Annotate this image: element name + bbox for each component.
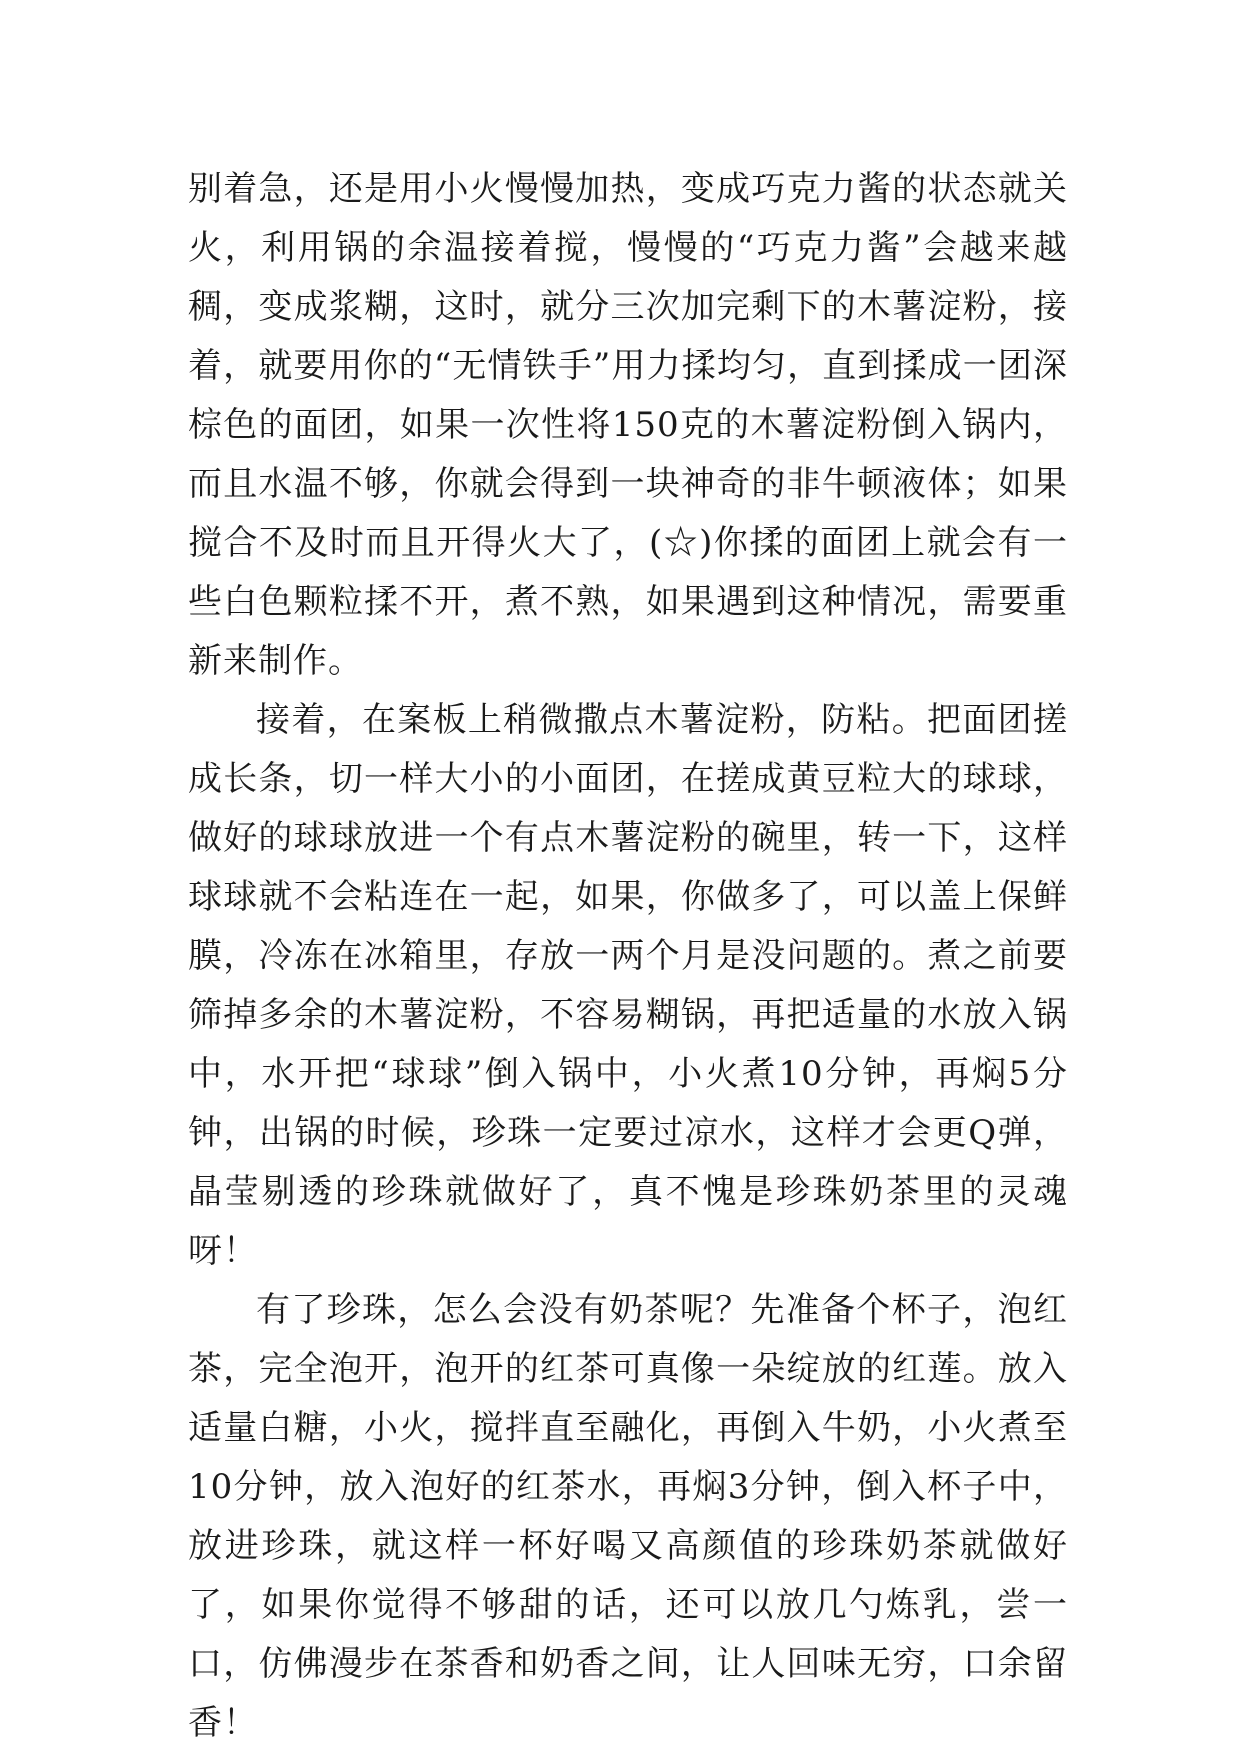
paragraph-1: 别着急，还是用小火慢慢加热，变成巧克力酱的状态就关火，利用锅的余温接着搅，慢慢的“巧克力酱”会越来越稠，变成浆糊，这时，就分三次加完剩下的木薯淀粉，接着，就要用你的“无情铁手”用力揉均匀，直到揉成一团深棕色的面团，如果一次性将150克的木薯淀粉倒入锅内，而且水温不够，你就会得到一块神奇的非牛顿液体；如果搅合不及时而且开得火大了，(☆)你揉的面团上就会有一些白色颗粒揉不开，煮不熟，如果遇到这种情况，需要重新来制作。 bbox=[188, 169, 1068, 681]
document-body bbox=[188, 160, 1068, 1753]
paragraph-3: 有了珍珠，怎么会没有奶茶呢？先准备个杯子，泡红茶，完全泡开，泡开的红茶可真像一朵绽放的红莲。放入适量白糖，小火，搅拌直至融化，再倒入牛奶，小火煮至10分钟，放入泡好的红茶水，再焖3分钟，倒入杯子中，放进珍珠，就这样一杯好喝又高颜值的珍珠奶茶就做好了，如果你觉得不够甜的话，还可以放几勺炼乳，尝一口，仿佛漫步在茶香和奶香之间，让人回味无穷，口余留香！ bbox=[188, 1290, 1068, 1743]
paragraph-2: 接着，在案板上稍微撒点木薯淀粉，防粘。把面团搓成长条，切一样大小的小面团，在搓成黄豆粒大的球球，做好的球球放进一个有点木薯淀粉的碗里，转一下，这样球球就不会粘连在一起，如果，你做多了，可以盖上保鲜膜，冷冻在冰箱里，存放一两个月是没问题的。煮之前要筛掉多余的木薯淀粉，不容易糊锅，再把适量的水放入锅中，水开把“球球”倒入锅中，小火煮10分钟，再焖5分钟，出锅的时候，珍珠一定要过凉水，这样才会更Q弹，晶莹剔透的珍珠就做好了，真不愧是珍珠奶茶里的灵魂呀！ bbox=[188, 700, 1068, 1271]
